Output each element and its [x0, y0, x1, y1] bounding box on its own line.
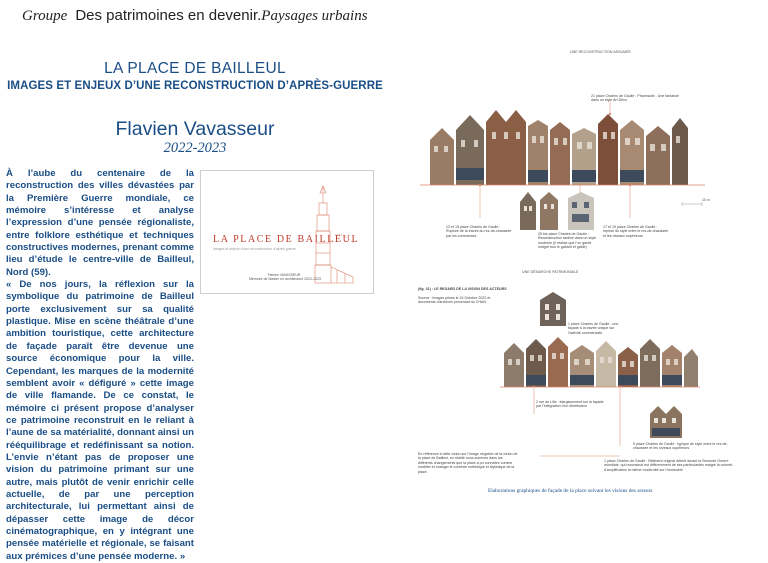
caption-right: 17 et 19 place Charles de Gaulle : reprise du style entre le rez-de-chaussée et les niveaux supérieurs — [603, 225, 669, 238]
caption2-left: En référence à cette vision sur l’image négative de la vision de la place de Bailleul, en réalité nous sommes dans les différents changements que la place a pu connaître comme modifier et changer le contexte esthétique et stylistique de la place. — [418, 452, 518, 474]
facade-inset-top — [538, 292, 568, 326]
figure-source: Source : Images prises le 24 Octobre 2022 et documents d’archives provenant du CHAN — [418, 296, 491, 305]
abstract-text — [6, 168, 194, 563]
abstract-paragraph: À l’aube du centenaire de la reconstruction des villes dévastées par la Première Guerre mondiale, ce mémoire s’intéresse et analyse l’expression d’une pensée régionaliste, entre folklore esthétique et techniques constructives modernes, prenant comme lieu d’étude le centre-ville de Bailleul, Nord (59). — [6, 168, 194, 278]
facade-inset-left — [518, 190, 560, 230]
page-title: LA PLACE DE BAILLEUL — [104, 60, 286, 77]
section-label-mid: UNE DÉMARCHE PATRIMONIALE — [522, 270, 579, 274]
caption2-bottom: 1 place Charles de Gaulle : Bâtiment original détruit durant la Seconde Guerre mondiale, qui reconstruit est différemment de ses particularités malgré la volonté, d’amplification la même modernité sur l’immeuble — [604, 459, 734, 472]
page-subtitle: IMAGES ET ENJEUX D’UNE RECONSTRUCTION D’APRÈS-GUERRE — [7, 80, 383, 92]
thesis-cover — [200, 170, 374, 294]
header-groupe: Groupe — [22, 8, 68, 24]
facade-inset-bottom — [648, 404, 684, 438]
facade-inset-mid — [566, 190, 596, 230]
cover-author-name: Flavien VAVASSEUR — [267, 273, 301, 277]
figure-title: (fig. 31) : LE REGARD DE LA VISION DES ACTEURS — [418, 287, 507, 291]
cover-title: LA PLACE DE BAILLEUL — [213, 234, 360, 245]
streetscape-bottom — [500, 335, 700, 390]
figure-footer: Elaborations graphiques de façade de la place suivant les visions des acteurs — [488, 488, 653, 494]
caption2-middle: 2 rue de Lille : élargissement sur la façade par l’intégration d’un distributeur — [536, 400, 604, 409]
abstract-paragraph: « De nos jours, la réflexion sur la symbolique du patrimoine de Bailleul porte exclusivement sur sa qualité plastique. Mise en scène théâtrale d’une ambition touristique, cette architecture de façade paraît être devenue une source économique pour la ville. Cependant, les marques de la modernité semblent avoir « défiguré » cette image de ville flamande. De ce constat, le mémoire ci présent propose d’analyser ce patrimoine reconstruit en le reliant à l’aune de sa matérialité, donnant ainsi un rééquilibrage et redéfinissant sa notion. L’envie n’étant pas de proposer une vision du patrimoine primant sur une autre, mais plutôt de venir enrichir celle actuelle, de par une perception architecturale, lui permettant ainsi de dépasser cette image de décor cinématographique, en y intégrant une pensée matérielle et régionale, se faisant aux prémices d’une pensée moderne. » — [6, 279, 194, 562]
caption-middle: 25 bis place Charles de Gaulle : Reconstruction tardive dans un style moderne (il réalise que l’on garde malgré tout le gabarit et gable) — [538, 232, 596, 250]
header-subtitle: Paysages urbains — [261, 8, 368, 24]
scale-label: 10 m — [702, 198, 710, 202]
caption2-top: 1 place Charles de Gaulle : une façade à la travée unique sur l’activité commerciale — [568, 322, 619, 335]
belfry-drawing-icon — [313, 183, 363, 287]
cover-subtitle: Images et enjeux d’une reconstruction d’après-guerre — [213, 247, 296, 251]
cover-author — [249, 273, 319, 281]
caption-top: 21 place Charles de Gaulle : Pharmacie - Une fantaisie dans un style Art Déco — [591, 94, 679, 103]
page-header — [22, 7, 368, 25]
header-series: Des patrimoines en devenir. — [75, 7, 262, 24]
author-name: Flavien Vavasseur — [115, 118, 275, 140]
caption-left: 13 et 15 place Charles de Gaulle : Rupture de la travée au rez-de-chaussée par les commerces — [446, 225, 512, 238]
cover-note: Mémoire de Master en architecture 2022-2023 — [249, 277, 321, 281]
caption2-right: 5 place Charles de Gaulle : typique de style entre le rez-de-chaussée et les niveaux supérieurs — [633, 442, 728, 451]
section-label-top: UNE RECONSTRUCTION ASSUMÉE — [570, 50, 631, 54]
academic-years: 2022-2023 — [163, 140, 227, 156]
